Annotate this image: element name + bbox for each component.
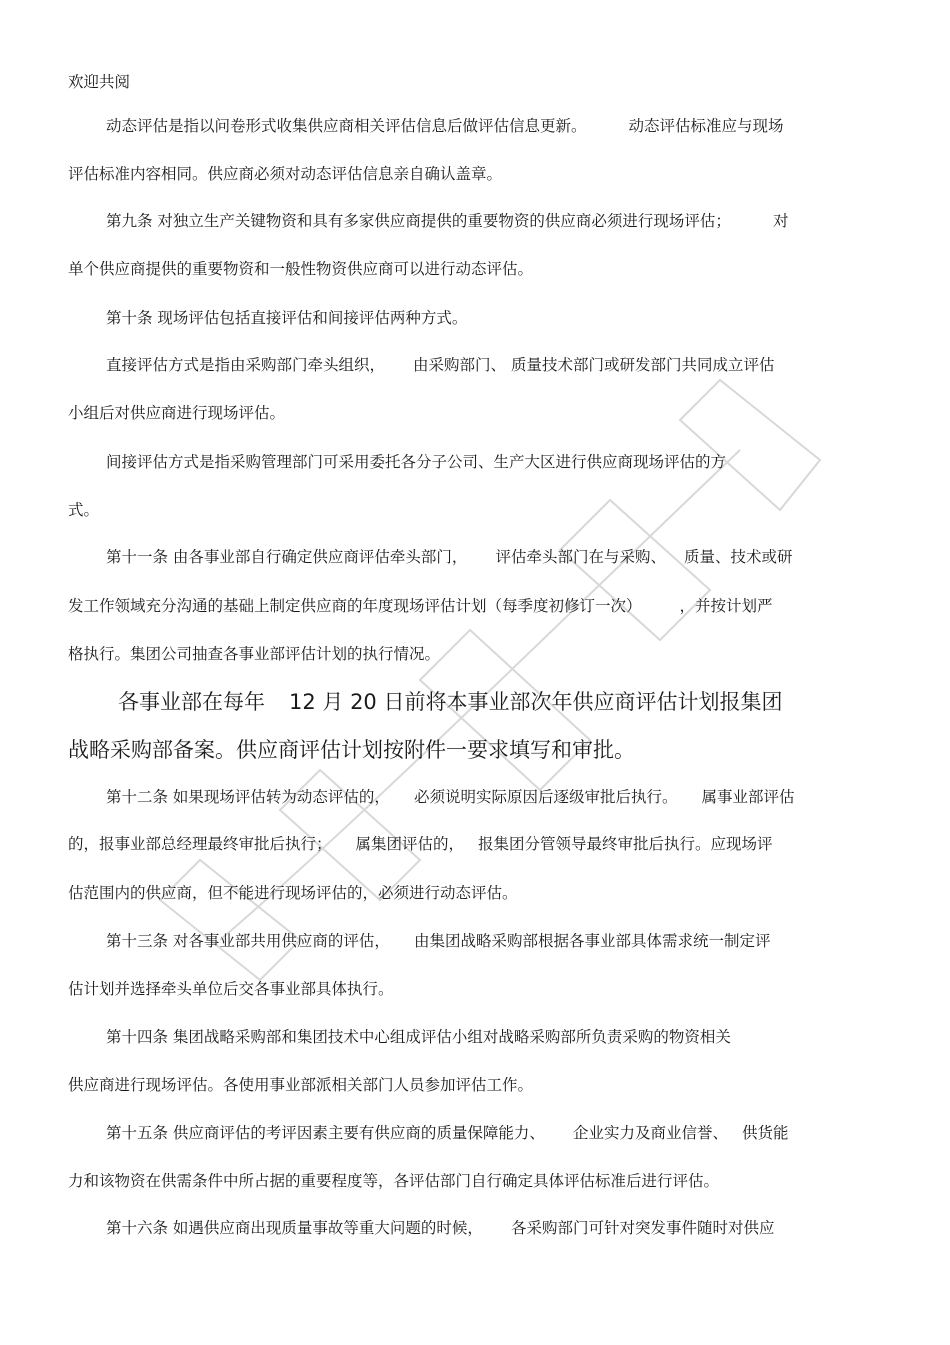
text-segment: 的，报事业部总经理最终审批后执行； <box>68 835 332 853</box>
paragraph-line <box>68 834 773 854</box>
paragraph-line <box>68 500 99 520</box>
text-segment: 估范围内的供应商，但不能进行现场评估的，必须进行动态评估。 <box>68 884 518 902</box>
text-segment: 第十一条 由各事业部自行确定供应商评估牵头部门， <box>106 548 468 566</box>
text-segment: 各事业部在每年 <box>118 690 265 714</box>
paragraph-line <box>68 596 773 616</box>
text-segment: 动态评估是指以问卷形式收集供应商相关评估信息后做评估信息更新。 <box>106 117 587 135</box>
text-segment: 单个供应商提供的重要物资和一般性物资供应商可以进行动态评估。 <box>68 260 534 278</box>
paragraph-line <box>106 116 784 136</box>
paragraph-line <box>106 452 726 472</box>
paragraph-line <box>106 211 788 231</box>
text-segment: 第十条 现场评估包括直接评估和间接评估两种方式。 <box>106 309 468 327</box>
text-segment: 供货能 <box>741 1124 789 1142</box>
text-segment: 属集团评估的， <box>355 835 465 853</box>
text-segment: 估计划并选择牵头单位后交各事业部具体执行。 <box>68 980 394 998</box>
text-segment: 战略采购部备案。供应商评估计划按附件一要求填写和审批。 <box>68 738 635 762</box>
paragraph-line-large <box>68 736 635 764</box>
paragraph-line <box>68 883 518 903</box>
text-segment: ，并按计划严 <box>679 597 773 615</box>
text-segment: 第十四条 集团战略采购部和集团技术中心组成评估小组对战略采购部所负责采购的物资相关 <box>106 1028 731 1046</box>
paragraph-line <box>106 1027 731 1047</box>
text-segment: 属事业部评估 <box>701 788 795 806</box>
paragraph-line-large <box>118 688 782 716</box>
text-segment: 式。 <box>68 501 100 519</box>
paragraph-line <box>68 164 502 184</box>
text-segment: 间接评估方式是指采购管理部门可采用委托各分子公司、生产大区进行供应商现场评估的方 <box>106 453 727 471</box>
text-segment: 第九条 对独立生产关键物资和具有多家供应商提供的重要物资的供应商必须进行现场评估； <box>106 212 731 230</box>
paragraph-line <box>106 547 792 567</box>
text-segment: 发工作领域充分沟通的基础上制定供应商的年度现场评估计划（每季度初修订一次） <box>68 597 642 615</box>
text-segment: 动态评估标准应与现场 <box>628 117 784 135</box>
paragraph-line <box>68 403 285 423</box>
paragraph-line <box>68 1075 533 1095</box>
text-segment: 由采购部门、 质量技术部门或研发部门共同成立评估 <box>413 356 775 374</box>
text-segment: 必须说明实际原因后逐级审批后执行。 <box>413 788 678 806</box>
text-segment: 评估牵头部门在与采购、 <box>495 548 666 566</box>
text-segment: 第十二条 如果现场评估转为动态评估的， <box>106 788 390 806</box>
paragraph-line <box>68 259 533 279</box>
text-segment: 力和该物资在供需条件中所占据的重要程度等，各评估部门自行确定具体评估标准后进行评估。 <box>68 1172 720 1190</box>
text-segment: 12 月 20 日前将本事业部次年供应商评估计划报集团 <box>289 690 783 714</box>
page-header: 欢迎共阅 <box>68 73 131 91</box>
paragraph-line <box>106 931 770 951</box>
text-segment: 格执行。集团公司抽查各事业部评估计划的执行情况。 <box>68 645 441 663</box>
text-segment: 报集团分管领导最终审批后执行。应现场评 <box>478 835 773 853</box>
paragraph-line <box>106 787 794 807</box>
text-segment: 小组后对供应商进行现场评估。 <box>68 404 286 422</box>
text-segment: 供应商进行现场评估。各使用事业部派相关部门人员参加评估工作。 <box>68 1076 534 1094</box>
paragraph-line <box>68 1171 719 1191</box>
paragraph-line <box>106 308 467 328</box>
paragraph-line <box>106 355 774 375</box>
text-segment: 评估标准内容相同。供应商必须对动态评估信息亲自确认盖章。 <box>68 165 503 183</box>
text-segment: 质量、技术或研 <box>683 548 793 566</box>
paragraph-line <box>106 1218 774 1238</box>
text-segment: 对 <box>772 212 789 230</box>
text-segment: 第十六条 如遇供应商出现质量事故等重大问题的时候， <box>106 1219 483 1237</box>
text-segment: 第十五条 供应商评估的考评因素主要有供应商的质量保障能力、 <box>106 1124 545 1142</box>
paragraph-line <box>106 1123 788 1143</box>
text-segment: 各采购部门可针对突发事件随时对供应 <box>510 1219 775 1237</box>
text-segment: 由集团战略采购部根据各事业部具体需求统一制定评 <box>413 932 771 950</box>
paragraph-line <box>68 979 394 999</box>
text-segment: 第十三条 对各事业部共用供应商的评估， <box>106 932 390 950</box>
text-segment: 企业实力及商业信誉、 <box>572 1124 728 1142</box>
text-segment: 直接评估方式是指由采购部门牵头组织， <box>106 356 386 374</box>
paragraph-line <box>68 644 440 664</box>
